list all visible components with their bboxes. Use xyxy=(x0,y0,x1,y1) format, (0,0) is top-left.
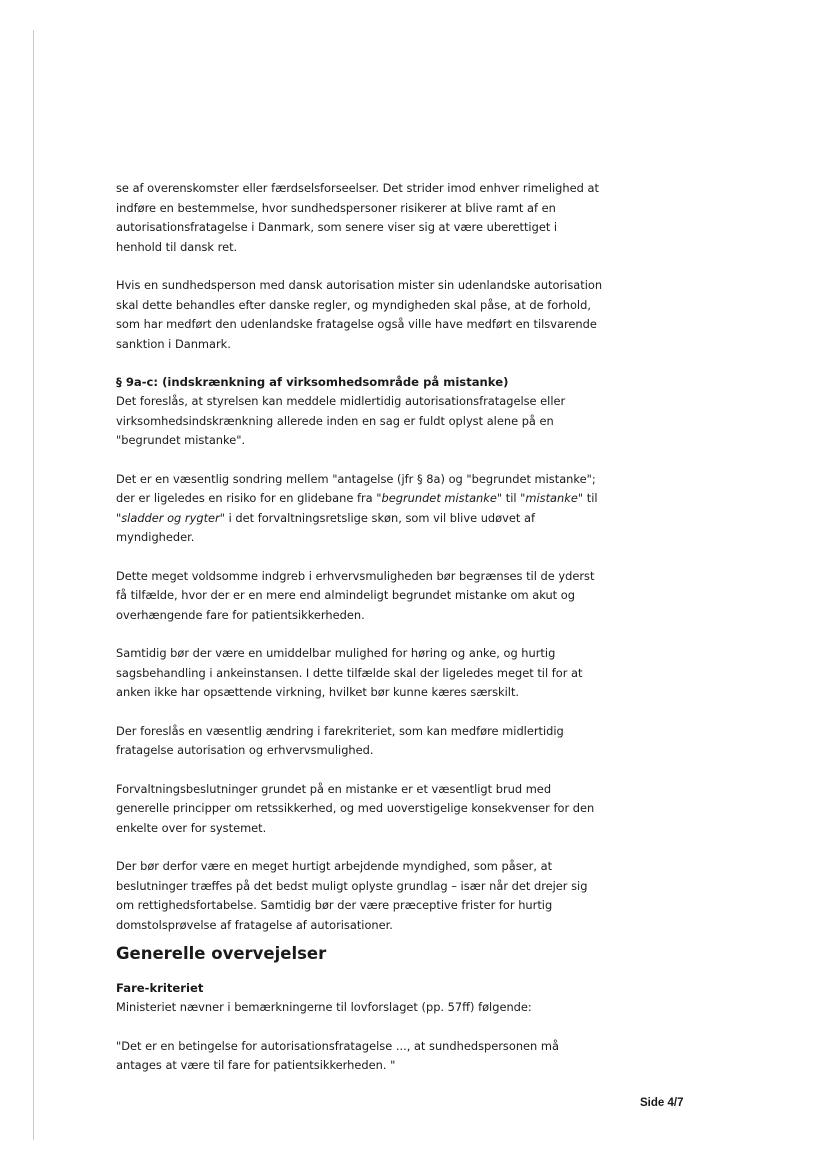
sondring-text-2: til xyxy=(502,491,521,505)
paragraph-continuation: se af overenskomster eller færdselsforseelser. Det strider imod enhver rimelighed at indføre en bestemmelse, hvor sundhedspersoner risikerer at blive ramt af en autorisationsfratagelse i Danmark, som senere viser sig at være uberettiget i henhold til dansk ret. xyxy=(116,181,599,254)
document-body xyxy=(116,179,606,1095)
paragraph-appeal: Samtidig bør der være en umiddelbar mulighed for høring og anke, og hurtig sagsbehandling i ankeinstansen. I dette tilfælde skal der ligeledes meget til for at anken ikke har opsættende virkning, hvilket bør kunne kæres særskilt. xyxy=(116,646,583,699)
sondring-text-4: i det forvaltningsretslige skøn, som vil blive udøvet af myndigheder. xyxy=(116,510,535,544)
sondring-text-1: Det er en væsentlig sondring mellem "antagelse (jfr § 8a) og "begrundet mistanke"; der er ligeledes en risiko for en glidebane fra xyxy=(116,471,596,505)
paragraph-danger-criterion-change: Der foreslås en væsentlig ændring i farekriteriet, som kan medføre midlertidig fratagelse autorisation og erhvervsmulighed. xyxy=(116,723,564,757)
scan-edge-line xyxy=(33,30,34,1140)
paragraph-foreign-authorisation: Hvis en sundhedsperson med dansk autorisation mister sin udenlandske autorisation skal dette behandles efter danske regler, og myndigheden skal påse, at de forhold, som har medført den udenlandske fratagelse også ville have medført en tilsvarende sanktion i Danmark. xyxy=(116,278,603,351)
paragraph-ministry-notes: Ministeriet nævner i bemærkningerne til lovforslaget (pp. 57ff) følgende: xyxy=(116,1000,532,1014)
paragraph-legal-certainty: Forvaltningsbeslutninger grundet på en mistanke er et væsentligt brud med generelle principper om retssikkerhed, og med uoverstigelige konsekvenser for den enkelte over for systemet. xyxy=(116,781,595,835)
section-heading-9a-c: § 9a-c: (indskrænkning af virksomhedsområde på mistanke) xyxy=(116,375,509,389)
sondring-text-3: til xyxy=(583,491,598,505)
paragraph-intervention: Dette meget voldsomme indgreb i erhvervsmuligheden bør begrænses til de yderst få tilfælde, hvor der er en mere end almindeligt begrundet mistanke om akut og overhængende fare for patientsikkerheden. xyxy=(116,568,595,622)
paragraph-sondring xyxy=(116,470,606,548)
heading-general-considerations: Generelle overvejelser xyxy=(116,944,327,963)
paragraph-fast-authority: Der bør derfor være en meget hurtigt arbejdende myndighed, som påser, at beslutninger træffes på det bedst muligt oplyste grundlag – især når det drejer sig om rettighedsfortabelse. Samtidig bør der være præceptive frister for hurtig domstolsprøvelse af fratagelse af autorisationer. xyxy=(116,859,588,932)
sondring-italic-1: "begrundet mistanke" xyxy=(376,491,503,505)
quote-ministry: "Det er en betingelse for autorisationsfratagelse ..., at sundhedspersonen må antages at være til fare for patientsikkerheden. " xyxy=(116,1038,559,1072)
sondring-italic-3: "sladder og rygter" xyxy=(116,510,225,525)
sondring-italic-2: "mistanke" xyxy=(520,491,584,505)
paragraph-section-9-intro: Det foreslås, at styrelsen kan meddele midlertidig autorisationsfratagelse eller virksomhedsindskrænkning allerede inden en sag er fuldt oplyst alene på en "begrundet mistanke". xyxy=(116,394,566,447)
subheading-danger-criterion: Fare-kriteriet xyxy=(116,981,204,995)
page-number: Side 4/7 xyxy=(640,1097,684,1109)
